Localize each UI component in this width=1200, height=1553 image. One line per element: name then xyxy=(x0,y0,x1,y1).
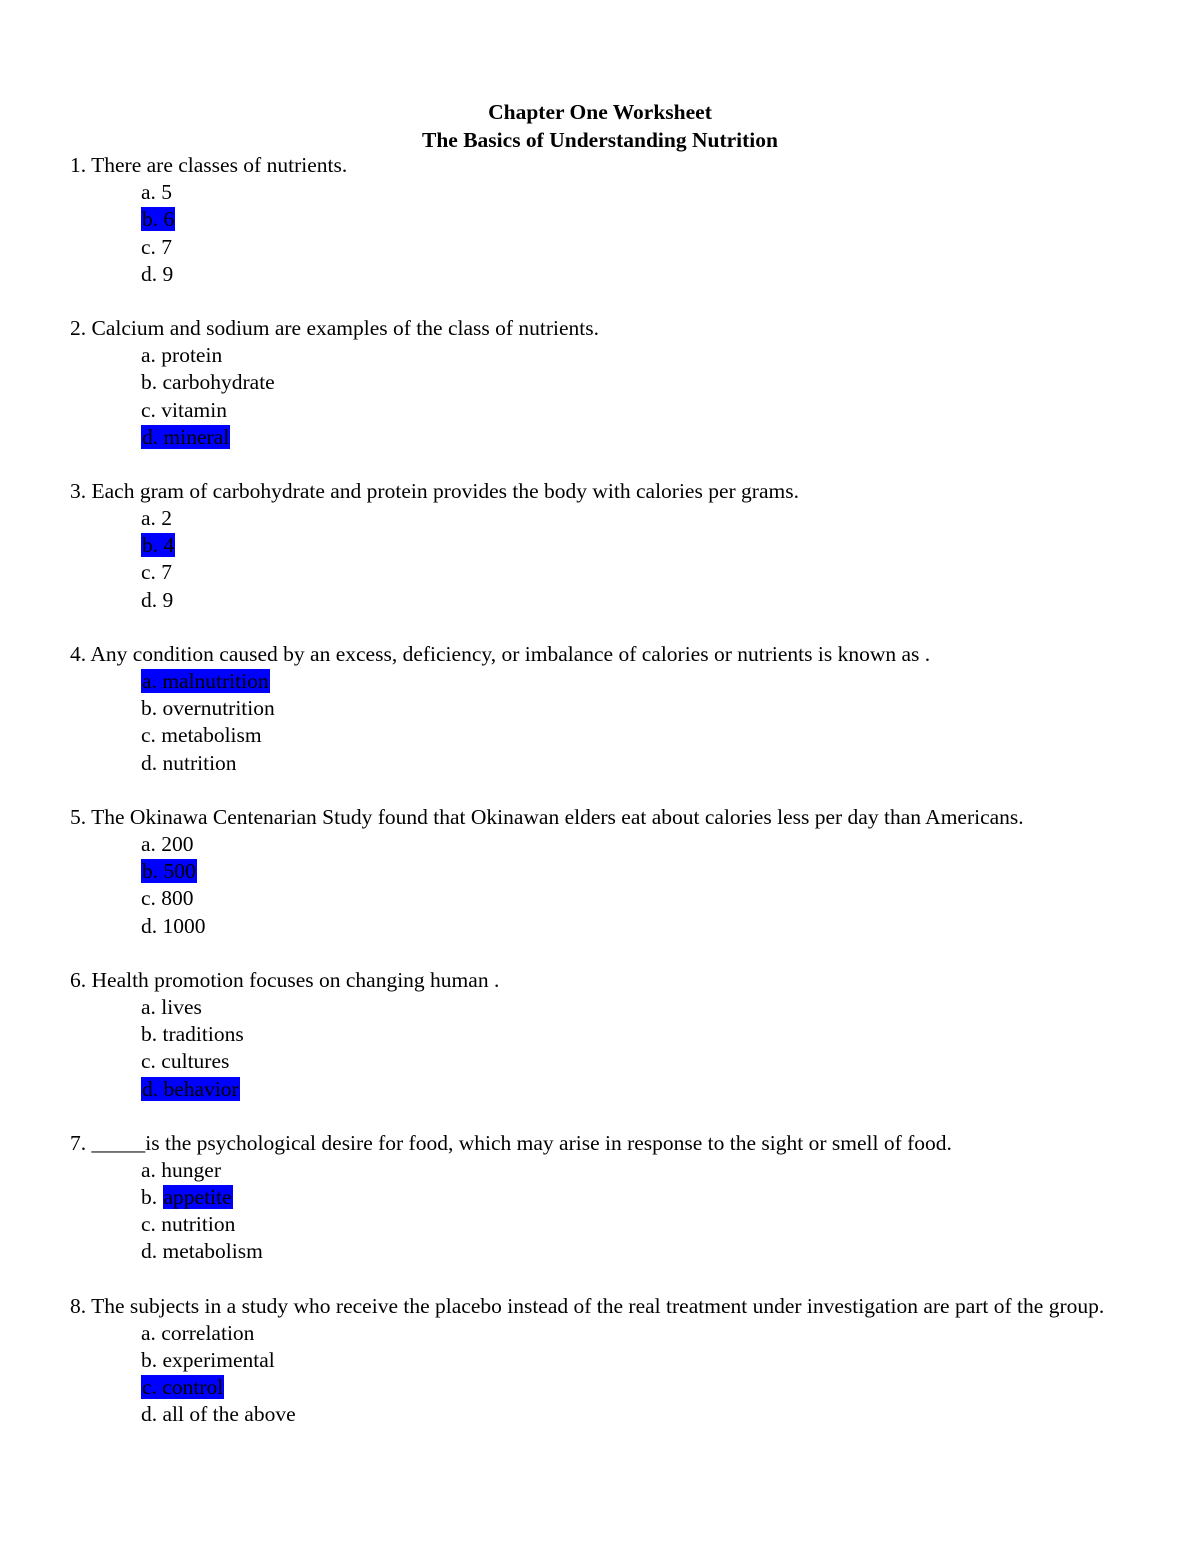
option-text: vitamin xyxy=(161,397,227,422)
option-letter: b. xyxy=(141,696,163,721)
answer-option xyxy=(70,1184,1130,1211)
option-letter: a. xyxy=(141,832,162,857)
question-7 xyxy=(70,1130,1130,1266)
option-text: hunger xyxy=(161,1157,221,1182)
question-list xyxy=(70,152,1130,1456)
answer-option xyxy=(70,750,1130,777)
option-letter: b. xyxy=(141,1022,163,1047)
option-letter: c. xyxy=(141,234,162,259)
question-stem: 7. _____is the psychological desire for food, which may arise in response to the sight or smell of food. xyxy=(70,1130,952,1155)
answer-option xyxy=(70,1211,1130,1238)
option-letter: d. xyxy=(141,261,163,286)
option-letter: d. xyxy=(142,1076,164,1101)
option-text: 2 xyxy=(161,506,173,531)
option-letter: c. xyxy=(141,1049,162,1074)
answer-option xyxy=(70,1021,1130,1048)
question-4 xyxy=(70,641,1130,777)
answer-option xyxy=(70,206,1130,233)
option-text: 9 xyxy=(162,261,174,286)
question-stem: 6. Health promotion focuses on changing human . xyxy=(70,967,500,992)
option-letter: c. xyxy=(141,560,162,585)
answer-option xyxy=(70,397,1130,424)
option-text: 4 xyxy=(163,533,175,558)
option-text: 6 xyxy=(163,207,175,232)
option-text: carbohydrate xyxy=(162,370,275,395)
option-letter: a. xyxy=(141,994,162,1019)
question-stem: 5. The Okinawa Centenarian Study found that Okinawan elders eat about calories less per day than Americans. xyxy=(70,804,1024,829)
option-text: all of the above xyxy=(162,1402,296,1427)
option-text: control xyxy=(162,1375,224,1400)
option-text: mineral xyxy=(163,424,230,449)
option-text: lives xyxy=(161,994,202,1019)
option-text: 9 xyxy=(162,587,174,612)
option-text: 7 xyxy=(161,234,173,259)
answer-option xyxy=(70,261,1130,288)
answer-option xyxy=(70,1048,1130,1075)
answer-option xyxy=(70,342,1130,369)
highlighted-answer xyxy=(141,207,175,231)
answer-option xyxy=(70,424,1130,451)
option-text: 500 xyxy=(163,859,196,884)
option-text: traditions xyxy=(162,1022,244,1047)
option-letter: c. xyxy=(141,397,162,422)
answer-option xyxy=(70,532,1130,559)
question-stem: 2. Calcium and sodium are examples of the class of nutrients. xyxy=(70,315,600,340)
answer-option xyxy=(70,179,1130,206)
answer-option xyxy=(70,858,1130,885)
question-2 xyxy=(70,315,1130,451)
option-text: protein xyxy=(161,343,223,368)
option-letter: a. xyxy=(141,180,162,205)
title-block xyxy=(0,98,1200,154)
option-letter: c. xyxy=(141,723,162,748)
option-letter: d. xyxy=(141,913,163,938)
highlighted-answer xyxy=(141,533,175,557)
option-letter: c. xyxy=(141,1212,162,1237)
question-stem: 8. The subjects in a study who receive the placebo instead of the real treatment under investigation are part of the group. xyxy=(70,1293,1105,1318)
answer-option xyxy=(70,369,1130,396)
option-text: metabolism xyxy=(161,723,262,748)
option-text: cultures xyxy=(161,1049,230,1074)
option-text: experimental xyxy=(162,1348,275,1373)
answer-option xyxy=(70,913,1130,940)
option-text: correlation xyxy=(161,1320,255,1345)
answer-option xyxy=(70,559,1130,586)
highlighted-answer: appetite xyxy=(163,1185,232,1210)
option-letter: b. xyxy=(141,1185,163,1210)
highlighted-answer xyxy=(141,669,270,693)
option-letter: c. xyxy=(142,1375,163,1400)
option-letter: a. xyxy=(141,343,162,368)
option-text: malnutrition xyxy=(162,669,269,694)
option-text: 1000 xyxy=(162,913,206,938)
question-stem: 4. Any condition caused by an excess, deficiency, or imbalance of calories or nutrients is known as . xyxy=(70,641,931,666)
highlighted-answer xyxy=(141,1077,240,1101)
option-text: 200 xyxy=(161,832,194,857)
question-6 xyxy=(70,967,1130,1103)
option-letter: b. xyxy=(141,1348,163,1373)
answer-option xyxy=(70,695,1130,722)
page-subtitle: The Basics of Understanding Nutrition xyxy=(422,128,778,152)
option-letter: d. xyxy=(142,424,164,449)
option-text: overnutrition xyxy=(162,696,275,721)
answer-option xyxy=(70,1076,1130,1103)
question-8 xyxy=(70,1293,1130,1429)
option-text: 800 xyxy=(161,886,194,911)
option-text: nutrition xyxy=(161,1212,236,1237)
option-letter: d. xyxy=(141,1239,163,1264)
highlighted-answer xyxy=(141,425,230,449)
option-letter: a. xyxy=(141,1157,162,1182)
option-text: metabolism xyxy=(162,1239,263,1264)
answer-option xyxy=(70,722,1130,749)
question-stem: 3. Each gram of carbohydrate and protein provides the body with calories per grams. xyxy=(70,478,799,503)
option-letter: b. xyxy=(142,207,164,232)
option-text: nutrition xyxy=(162,750,237,775)
option-letter: a. xyxy=(141,506,162,531)
answer-option xyxy=(70,1238,1130,1265)
option-letter: d. xyxy=(141,587,163,612)
answer-option xyxy=(70,1401,1130,1428)
answer-option xyxy=(70,234,1130,261)
highlighted-answer xyxy=(141,859,197,883)
answer-option xyxy=(70,1347,1130,1374)
answer-option xyxy=(70,885,1130,912)
answer-option xyxy=(70,1157,1130,1184)
option-text: 7 xyxy=(161,560,173,585)
option-letter: d. xyxy=(141,1402,163,1427)
answer-option xyxy=(70,587,1130,614)
option-letter: b. xyxy=(141,370,163,395)
option-text: 5 xyxy=(161,180,173,205)
answer-option xyxy=(70,1374,1130,1401)
answer-option xyxy=(70,831,1130,858)
page-title: Chapter One Worksheet xyxy=(488,100,712,124)
question-1 xyxy=(70,152,1130,288)
question-stem: 1. There are classes of nutrients. xyxy=(70,153,348,177)
answer-option xyxy=(70,505,1130,532)
highlighted-answer xyxy=(141,1375,224,1399)
question-3 xyxy=(70,478,1130,614)
option-text: behavior xyxy=(163,1076,239,1101)
answer-option xyxy=(70,668,1130,695)
option-letter: a. xyxy=(142,669,163,694)
option-letter: d. xyxy=(141,750,163,775)
option-letter: b. xyxy=(142,859,164,884)
answer-option xyxy=(70,1320,1130,1347)
option-letter: a. xyxy=(141,1320,162,1345)
question-5 xyxy=(70,804,1130,940)
option-letter: c. xyxy=(141,886,162,911)
option-letter: b. xyxy=(142,533,164,558)
answer-option xyxy=(70,994,1130,1021)
